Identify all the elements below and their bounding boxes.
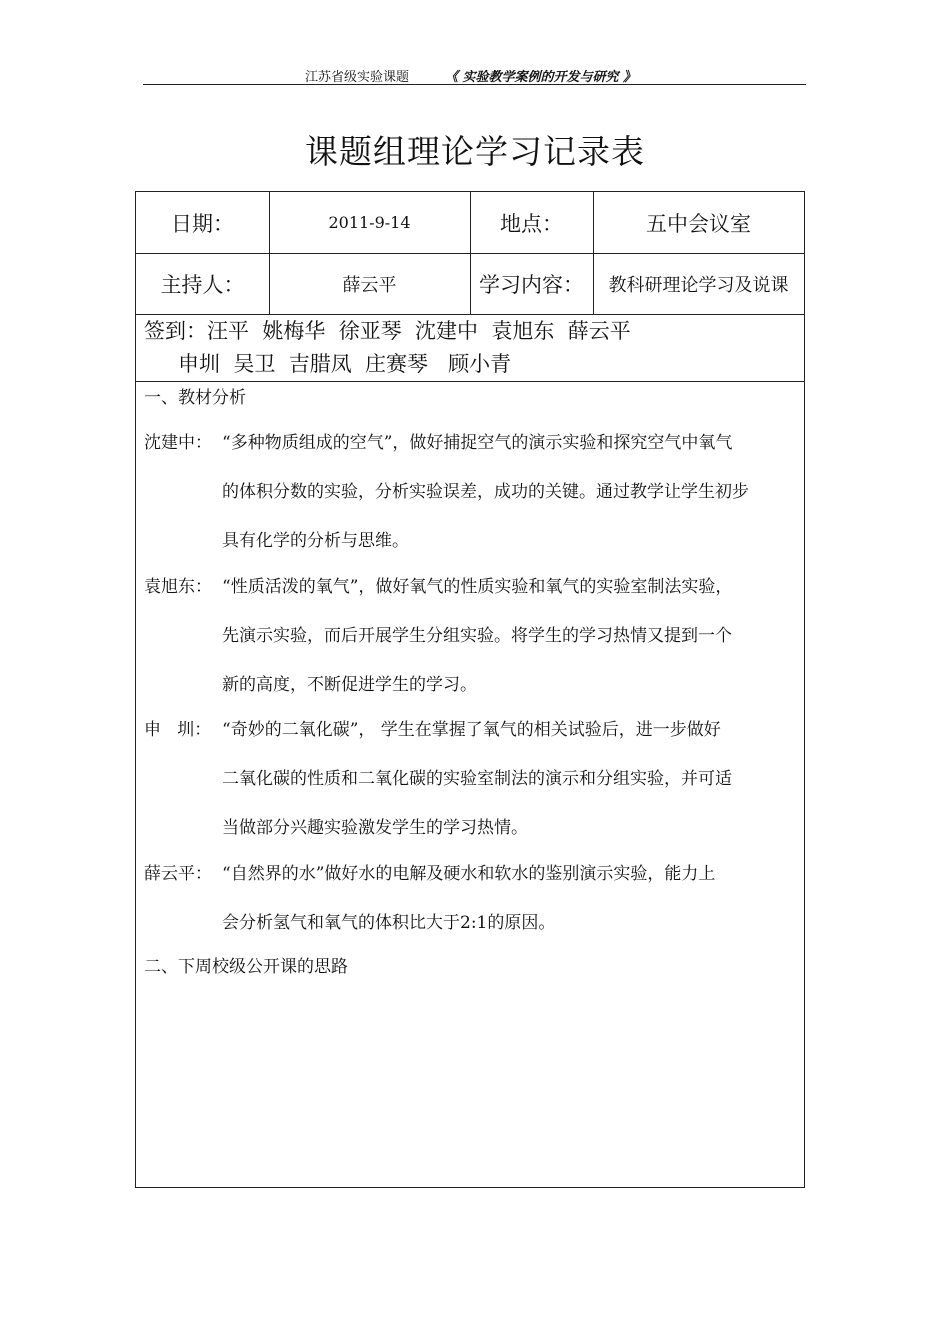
page-title: 课题组理论学习记录表 [305, 132, 645, 171]
entry-line: 先演示实验，而后开展学生分组实验。将学生的学习热情又提到一个 [222, 626, 732, 646]
content-label: 学习内容： [479, 272, 584, 297]
section-title-lesson-plan: 二、下周校级公开课的思路 [144, 957, 348, 977]
entry-line: 新的高度，不断促进学生的学习。 [222, 675, 477, 695]
entry-line: “多种物质组成的空气”，做好捕捉空气的演示实验和探究空气中氧气 [222, 433, 733, 453]
entry-line: 具有化学的分析与思维。 [222, 531, 409, 551]
section-title-analysis: 一、教材分析 [144, 388, 246, 408]
row-divider [136, 381, 804, 382]
place-value: 五中会议室 [646, 211, 751, 236]
attendance-line-2: 申圳 吴卫 吉腊凤 庄赛琴 顾小青 [178, 352, 512, 376]
date-value: 2011-9-14 [328, 213, 411, 232]
entry-speaker: 袁旭东： [144, 577, 212, 597]
date-label: 日期： [171, 211, 234, 236]
entry-line: 当做部分兴趣实验激发学生的学习热情。 [222, 818, 528, 838]
page-header [143, 64, 806, 85]
entry-line: “性质活泼的氧气”，做好氧气的性质实验和氧气的实验室制法实验， [222, 577, 733, 597]
entry-line: 会分析氢气和氧气的体积比大于2:1的原因。 [222, 913, 556, 933]
entry-speaker: 沈建中： [144, 433, 212, 453]
content-value: 教科研理论学习及说课 [608, 274, 789, 296]
host-value: 薛云平 [342, 274, 397, 296]
entry-line: 二氧化碳的性质和二氧化碳的实验室制法的演示和分组实验，并可适 [222, 769, 732, 789]
entry-speaker: 申 圳： [144, 720, 212, 740]
entry-line: “自然界的水”做好水的电解及硬水和软水的鉴别演示实验，能力上 [222, 864, 716, 884]
project-topic: 《 实验教学案例的开发与研究 》 [445, 70, 637, 85]
entry-line: 的体积分数的实验，分析实验误差，成功的关键。通过教学让学生初步 [222, 482, 749, 502]
project-label: 江苏省级实验课题 [305, 70, 410, 85]
entry-speaker: 薛云平： [144, 864, 212, 884]
place-label: 地点： [500, 211, 563, 236]
record-table [135, 191, 805, 1188]
host-label: 主持人： [160, 272, 245, 297]
attendance-line-1: 签到：汪平 姚梅华 徐亚琴 沈建中 袁旭东 薛云平 [144, 319, 631, 343]
entry-line: “奇妙的二氧化碳”， 学生在掌握了氧气的相关试验后，进一步做好 [222, 720, 721, 740]
